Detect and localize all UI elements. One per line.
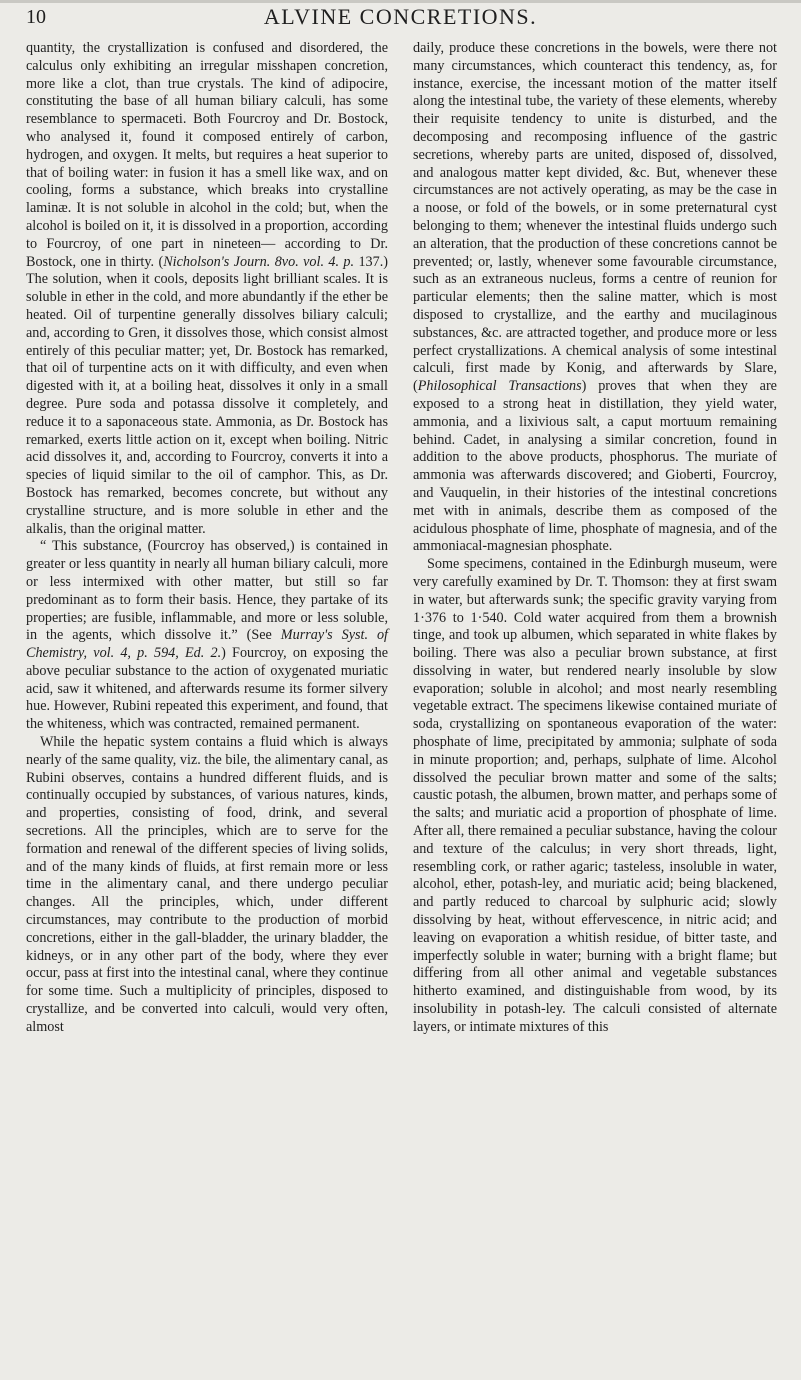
- right-column: [413, 40, 777, 1037]
- right-p1-end: ) proves that when they are exposed to a strong heat in distillation, they yield water, ammonia, and a lixivious salt, a caput mortuum remaining behind. Cadet, in analysing a similar concretion, found in addition to the above products, phosphorus. The muriate of ammonia was afterwards discovered; and Gioberti, Fourcroy, and Vauquelin, in their histories of the intestinal concretions met with in animals, describe them as composed of the acidulous phosphate of lime, phosphate of magnesia, and of the ammoniacal-magnesian phosphate.: [413, 378, 777, 555]
- right-paragraph-2: Some specimens, contained in the Edinburgh museum, were very carefully examined by Dr. T. Thomson: they at first swam in water, but afterwards sunk; the specific gravity varying from 1·376 to 1·540. Cold water acquired from them a brownish tinge, and took up albumen, which separated in white flakes by boiling. There was also a peculiar brown substance, at first dissolving in water, but rendered nearly insoluble by slow evaporation; soluble in alcohol; and most nearly resembling vegetable extract. The specimens likewise contained muriate of soda, crystallizing on spontaneous evaporation of the water: phosphate of lime, precipitated by ammonia; sulphate of soda in minute proportion; and, perhaps, sulphate of lime. Alcohol dissolved the peculiar brown matter and some of the salts; caustic potash, the albumen, brown matter, and perhaps some of the salts; and muriatic acid a proportion of phosphate of lime. After all, there remained a peculiar substance, having the colour and texture of the calculus; in very short threads, light, resembling cork, or rather agaric; tasteless, insoluble in water, alcohol, ether, potash-ley, and muriatic acid; being blackened, and partly reduced to charcoal by sulphuric acid; slowly dissolving by heat, without effervescence, in nitric acid; and leaving on evaporation a whitish residue, of bitter taste, and imperfectly soluble in water; burning with a bright flame; but differing from all other animal and vegetable substances hitherto examined, and distinguishable from wood, by its insolubility in potash-ley. The calculi consisted of alternate layers, or intimate mixtures of this: [413, 556, 777, 1035]
- page-header: [0, 4, 801, 32]
- left-p2-citation: Murray's Syst. of Chemistry, vol. 4, p. 594, Ed. 2.: [26, 627, 388, 662]
- right-p1-citation: Philosophical Transactions: [417, 378, 582, 395]
- left-p1-text: quantity, the crystallization is confused and disordered, the calculus only exhibiting an irregular misshapen concretion, more like a clot, than true crystals. The kind of adipocire, constituting the base of all human biliary calculi, has some resemblance to spermaceti. Both Fourcroy and Dr. Bostock, who analysed it, found it composed entirely of carbon, hydrogen, and oxygen. It melts, but requires a heat superior to that of boiling water: in fusion it has a smell like wax, and on cooling, forms a substance, which breaks into crystalline laminæ. It is not soluble in alcohol in the cold; but, when the alcohol is boiled on it, it is dissolved in a proportion, according to Fourcroy, of one part in nineteen— according to Dr. Bostock, one in thirty. (: [26, 40, 388, 270]
- page-number: 10: [26, 6, 46, 28]
- running-title: ALVINE CONCRETIONS.: [263, 4, 538, 29]
- left-paragraph-1: [26, 40, 388, 538]
- left-p2-end: ) Fourcroy, on exposing the above peculiar substance to the action of oxygenated muriatic acid, saw it whitened, and afterwards resume its former silvery hue. However, Rubini repeated this experiment, and found, that the whiteness, which was contracted, remained permanent.: [26, 645, 388, 733]
- right-p1-start: daily, produce these concretions in the bowels, were there not many circumstances, which counteract this tendency, as, for instance, exercise, the incessant motion of the matter itself along the intestinal tube, the variety of these elements, whereby their requisite tendency to unite is disturbed, and the decomposing and recomposing influence of the gastric secretions, whereby parts are united, disposed of, dissolved, and analogous matter kept divided, &c. But, whenever these circumstances are not actively operating, as may be the case in a noose, or fold of the bowels, or in some preternatural cyst belonging to them; whenever the intestinal fluids undergo such an alteration, that the production of these concretions cannot be prevented; or, lastly, whenever some favourable circumstance, such as an extraneous nucleus, forms a centre of reunion for particular elements; then the saline matter, which is most disposed to crystallize, and the earthy and mucilaginous substances, &c. are attracted together, and produce more or less perfect crystallizations. A chemical analysis of some intestinal calculi, first made by Konig, and afterwards by Slare, (: [413, 40, 777, 395]
- left-column: [26, 40, 388, 1037]
- left-p1-citation: Nicholson's Journ. 8vo. vol. 4. p.: [163, 253, 355, 270]
- left-p2-start: “ This substance, (Fourcroy has observed,) is contained in greater or less quantity in nearly all human biliary calculi, more or less intermixed with other matter, but still so far predominant as to form their basis. Hence, they partake of its properties; are fusible, inflammable, and more or less soluble, in the agents, which dissolve it.” (See: [26, 538, 388, 644]
- left-p1-tail: 137.) The solution, when it cools, deposits light brilliant scales. It is soluble in ether in the cold, and more abundantly if the ether be heated. Oil of turpentine generally dissolves biliary calculi; and, according to Gren, it dissolves those, which consist almost entirely of this peculiar matter; yet, Dr. Bostock has remarked, that oil of turpentine acts on it with difficulty, and even when digested with it, at a boiling heat, dissolves it only in a small degree. Pure soda and potassa dissolve it completely, and reduce it to a saponaceous state. Ammonia, as Dr. Bostock has remarked, exerts little action on it, except when boiling. Nitric acid dissolves it, and, according to Fourcroy, converts it into a species of liquid similar to the oil of camphor. This, as Dr. Bostock has remarked, becomes concrete, but without any crystalline structure, and is more soluble in ether and the alkalis, than the original matter.: [26, 253, 388, 537]
- left-paragraph-3: While the hepatic system contains a fluid which is always nearly of the same quality, viz. the bile, the alimentary canal, as Rubini observes, contains a hundred different fluids, and is continually occupied by substances, of various natures, kinds, and properties, consisting of food, drink, and several secretions. All the principles, which are to serve for the formation and renewal of the different species of living solids, and of the many kinds of fluids, at first remain more or less time in the alimentary canal, and there undergo peculiar changes. All the principles, which, under different circumstances, may contribute to the production of morbid concretions, either in the gall-bladder, the urinary bladder, the kidneys, or in any other part of the body, where they ever occur, pass at first into the intestinal canal, where they continue for some time. Such a multiplicity of principles, disposed to crystallize, and be converted into calculi, would very often, almost: [26, 734, 388, 1035]
- right-paragraph-1: [413, 40, 777, 556]
- page-top-border: [0, 0, 801, 3]
- left-paragraph-2: [26, 538, 388, 734]
